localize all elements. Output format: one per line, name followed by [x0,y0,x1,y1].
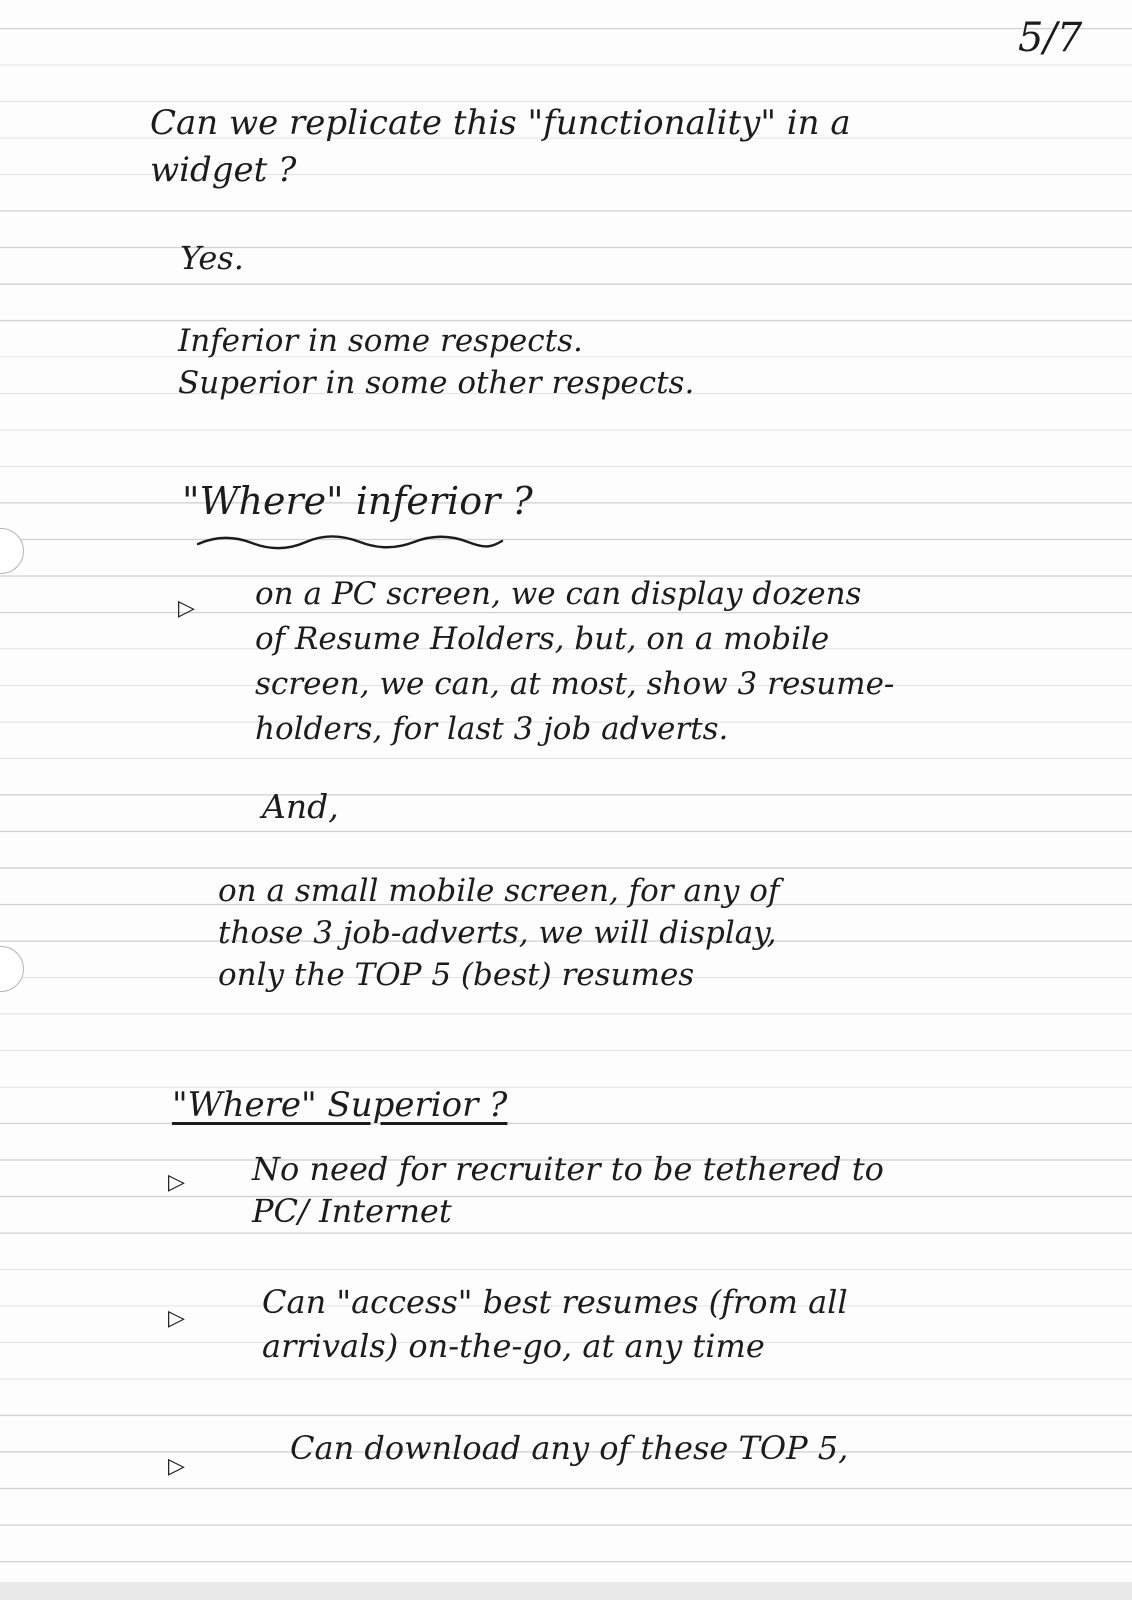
page-bottom-edge [0,1582,1132,1600]
paragraph-line: only the TOP 5 (best) resumes [218,957,695,993]
bullet-arrow-icon: ▷ [168,1170,185,1195]
question-text [150,100,851,194]
squiggle-underline [196,532,506,552]
and-connector: And, [262,787,339,826]
paragraph-line: on a small mobile screen, for any of [218,873,780,909]
bullet-arrow-icon: ▷ [168,1454,185,1479]
superior-point-download [290,1429,849,1467]
paragraph-line: on a PC screen, we can display dozens [255,576,862,612]
respects-line-inferior: Inferior in some respects. [178,323,583,359]
question-line: widget ? [150,150,297,190]
superior-point-on-the-go [262,1280,848,1368]
superior-point-untethered [252,1148,884,1232]
bullet-arrow-icon: ▷ [168,1306,185,1331]
inferior-heading: "Where" inferior ? [182,479,533,523]
question-line: Can we replicate this "functionality" in a [150,103,851,143]
paragraph-line: Can "access" best resumes (from all [262,1283,848,1321]
paragraph-line: of Resume Holders, but, on a mobile [255,621,830,657]
respects-line-superior: Superior in some other respects. [178,365,695,401]
paragraph-line: PC/ Internet [252,1192,452,1230]
answer-text: Yes. [180,239,244,277]
paragraph-line: arrivals) on-the-go, at any time [262,1327,765,1365]
respects-text [178,320,694,404]
bullet-arrow-icon: ▷ [178,596,195,621]
inferior-point-top5 [218,870,779,996]
superior-heading: "Where" Superior ? [172,1085,508,1125]
page-number: 5/7 [1018,15,1083,61]
paragraph-line: screen, we can, at most, show 3 resume- [255,666,895,702]
paragraph-line: those 3 job-adverts, we will display, [218,915,777,951]
inferior-point-pc-vs-mobile [255,572,894,752]
paragraph-line: holders, for last 3 job adverts. [255,711,729,747]
paragraph-line: Can download any of these TOP 5, [290,1429,849,1467]
paragraph-line: No need for recruiter to be tethered to [252,1150,884,1188]
